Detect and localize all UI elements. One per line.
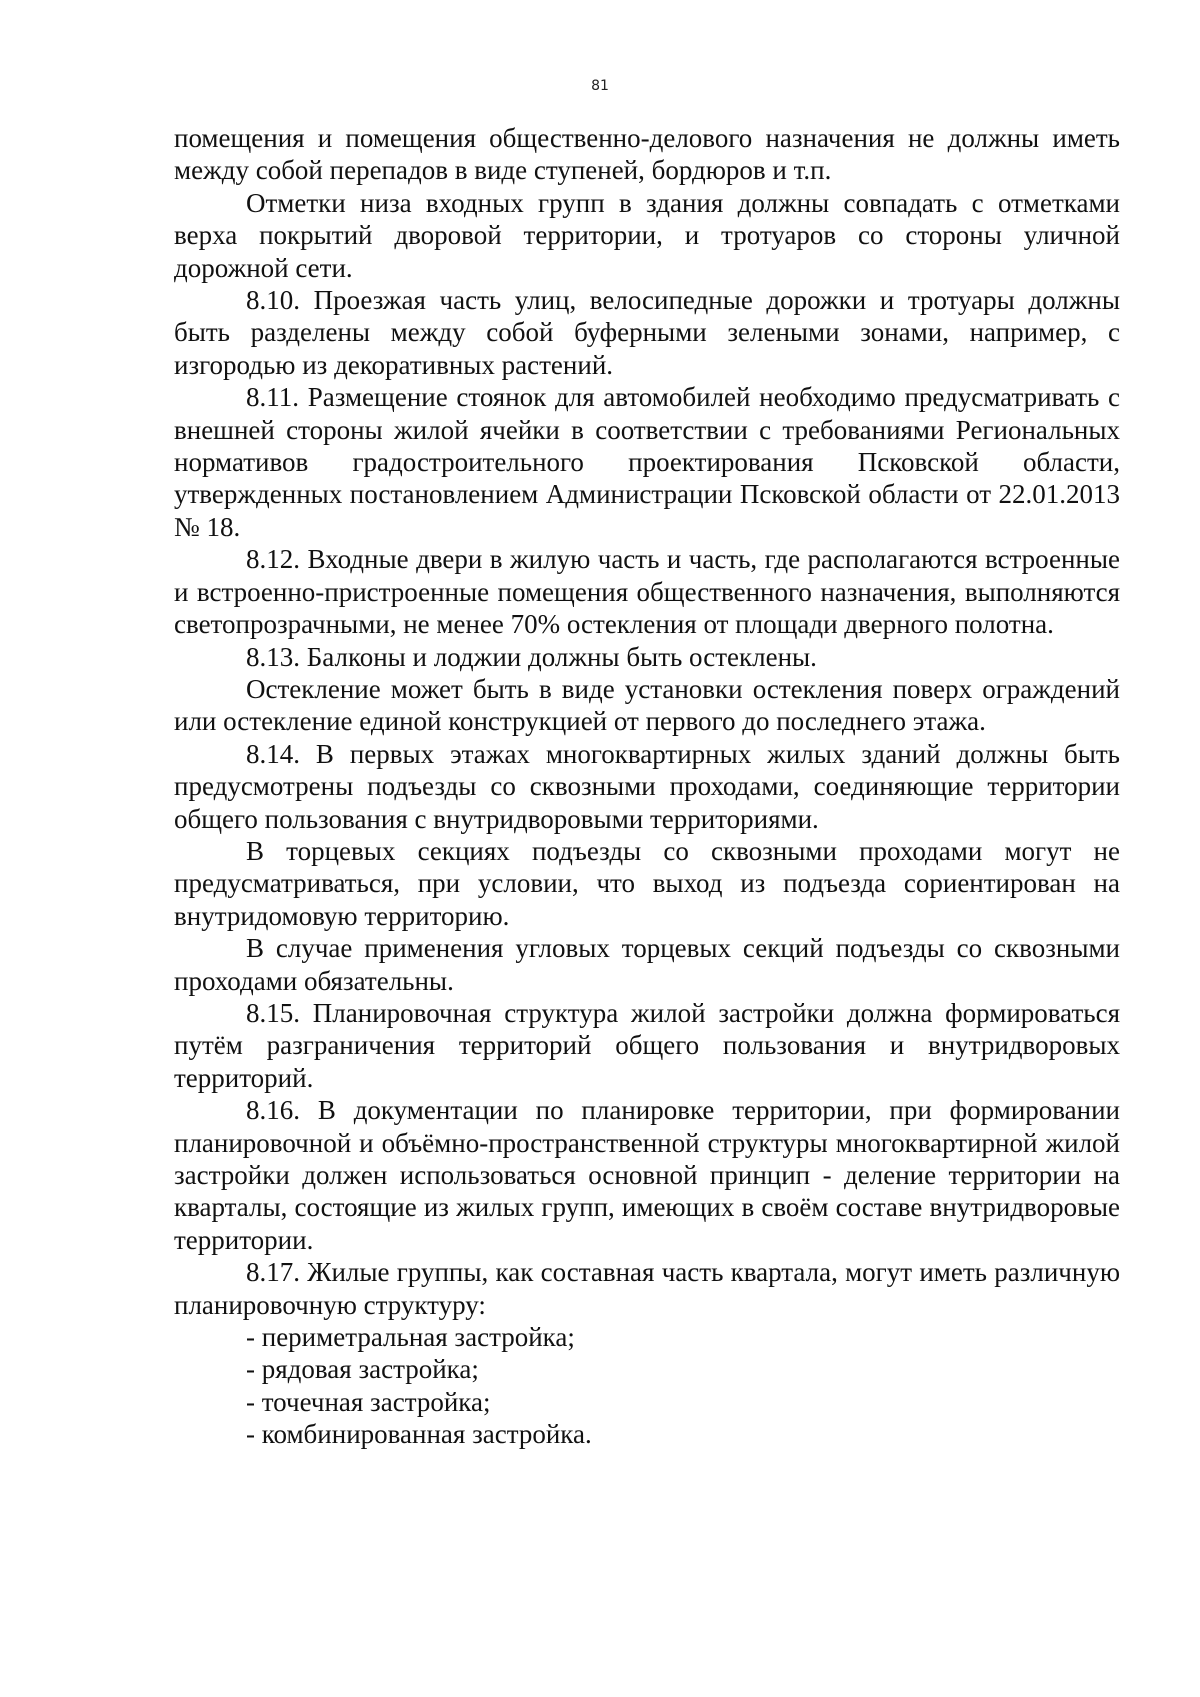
- paragraph-8-11: 8.11. Размещение стоянок для автомобилей необходимо предусматривать с внешней стороны жилой ячейки в соответствии с требованиями Региональных нормативов градостроительного проектирования Псковской области, утвержденных постановлением Администрации Псковской области от 22.01.2013 № 18.: [174, 382, 1120, 542]
- paragraph-8-13: 8.13. Балконы и лоджии должны быть остеклены.: [246, 641, 817, 672]
- paragraph-8-15: 8.15. Планировочная структура жилой застройки должна формироваться путём разграничения территорий общего пользования и внутридворовых территорий.: [174, 997, 1120, 1093]
- paragraph-8-12: 8.12. Входные двери в жилую часть и часть, где располагаются встроенные и встроенно-пристроенные помещения общественного назначения, выполняются светопрозрачными, не менее 70% остекления от площади дверного полотна.: [174, 544, 1120, 640]
- list-item: - точечная застройка;: [246, 1386, 491, 1417]
- paragraph-8-17: 8.17. Жилые группы, как составная часть квартала, могут иметь различную планировочную структуру:: [174, 1257, 1120, 1320]
- paragraph-8-10: 8.10. Проезжая часть улиц, велосипедные дорожки и тротуары должны быть разделены между собой буферными зелеными зонами, например, с изгородью из декоративных растений.: [174, 285, 1120, 380]
- list-item: - комбинированная застройка.: [246, 1419, 592, 1450]
- list-item: - периметральная застройка;: [246, 1322, 575, 1353]
- paragraph-8-16: 8.16. В документации по планировке территории, при формировании планировочной и объёмно-пространственной структуры многоквартирной жилой застройки должен использоваться основной принцип - деление территории на кварталы, состоящие из жилых групп, имеющих в своём составе внутридворовые территории.: [174, 1095, 1120, 1255]
- document-body: [174, 122, 1120, 1451]
- page-number: 81: [591, 78, 609, 94]
- paragraph-8-14: 8.14. В первых этажах многоквартирных жилых зданий должны быть предусмотрены подъезды со сквозными проходами, соединяющие территории общего пользования с внутридворовыми территориями.: [174, 738, 1120, 834]
- paragraph-corner-sections: В случае применения угловых торцевых секций подъезды со сквозными проходами обязательны.: [174, 933, 1120, 996]
- paragraph-end-sections: В торцевых секциях подъезды со сквозными проходами могут не предусматриваться, при условии, что выход из подъезда сориентирован на внутридомовую территорию.: [174, 835, 1120, 931]
- paragraph-entrance-levels: Отметки низа входных групп в здания должны совпадать с отметками верха покрытий дворовой территории, и тротуаров со стороны уличной дорожной сети.: [174, 187, 1120, 283]
- paragraph-glazing: Остекление может быть в виде установки остекления поверх ограждений или остекление единой конструкцией от первого до последнего этажа.: [174, 673, 1120, 737]
- paragraph-continuation: помещения и помещения общественно-делового назначения не должны иметь между собой перепадов в виде ступеней, бордюров и т.п.: [174, 123, 1120, 186]
- list-item: - рядовая застройка;: [246, 1354, 479, 1385]
